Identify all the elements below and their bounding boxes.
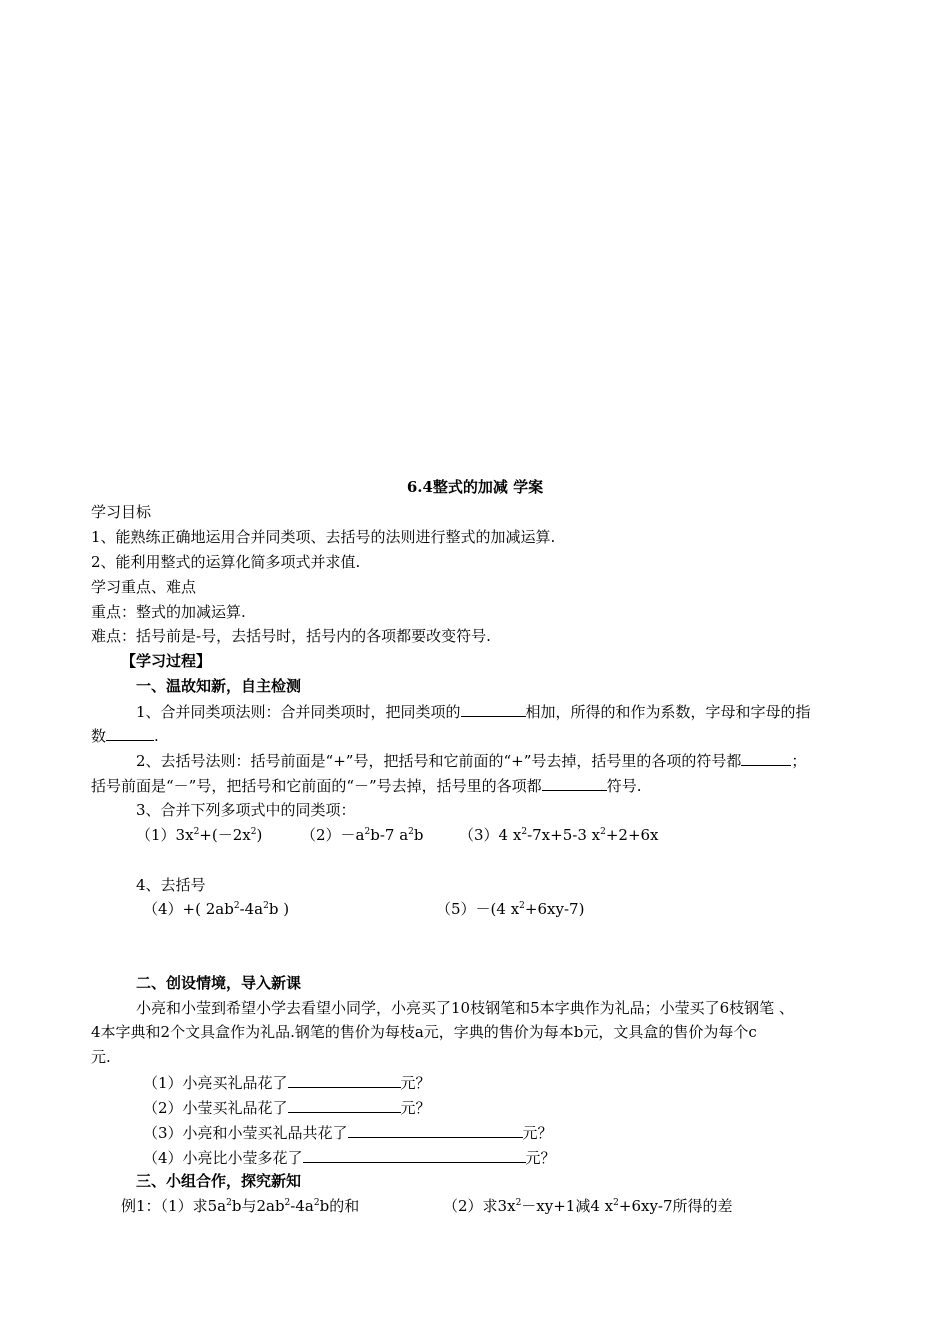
- sub-question-2: [143, 1097, 431, 1118]
- sub-question-3: [143, 1122, 553, 1143]
- fill-blank[interactable]: [461, 701, 526, 717]
- sub-question-4: [143, 1147, 556, 1168]
- example-label: 例1：（1）求: [121, 1197, 208, 1215]
- example-ending: 所得的差: [672, 1197, 733, 1215]
- sub-question-unit: 元？: [400, 1099, 431, 1117]
- question-1-text-c: 数: [91, 727, 107, 745]
- sub-question-text: （3）小亮和小莹买礼品共花了: [143, 1124, 348, 1142]
- question-3: 3、合并下列多项式中的同类项：: [136, 801, 356, 819]
- sub-question-text: （4）小亮比小莹多花了: [143, 1149, 303, 1167]
- key-point: 重点：整式的加减运算.: [91, 603, 246, 621]
- question-1-line-2: [91, 725, 159, 746]
- question-4-expr-4: （4）+( $2ab^2-4a^2b$ ): [143, 900, 290, 918]
- example-1-part-1: 例1：（1）求$5a^2b$与$2ab^2-4a^2b$的和: [121, 1197, 360, 1215]
- fill-blank[interactable]: [303, 1147, 526, 1163]
- fill-blank[interactable]: [106, 725, 154, 741]
- focus-heading: 学习重点、难点: [91, 578, 197, 596]
- story-line-1: 小亮和小莹到希望小学去看望小同学，小亮买了10枝钢笔和5本字典作为礼品；小莹买了6枝钢笔 、: [136, 999, 794, 1017]
- fill-blank[interactable]: [348, 1122, 523, 1138]
- question-4-expr-5: （5）－(4 $x^2+6xy-7$): [436, 900, 585, 918]
- goal-1: 1、能熟练正确地运用合并同类项、去括号的法则进行整式的加减运算.: [91, 528, 556, 546]
- goal-2: 2、能利用整式的运算化简多项式并求值.: [91, 553, 361, 571]
- example-label: （2）求: [443, 1197, 498, 1215]
- question-2-line-1: [136, 750, 806, 771]
- question-4: 4、去括号: [136, 876, 206, 894]
- section-1-heading: 一、温故知新，自主检测: [136, 677, 302, 695]
- question-3-expr-1: $(1)3x^2+(-2x^2)$: [136, 826, 263, 844]
- page-title: 6.4整式的加减 学案: [406, 478, 544, 496]
- section-2-heading: 二、创设情境，导入新课: [136, 974, 302, 992]
- expr-label: （1）: [136, 826, 176, 844]
- question-1-line-1: [136, 701, 811, 722]
- example-connector: 与: [241, 1197, 257, 1215]
- expr-label: （5）: [436, 900, 476, 918]
- fill-blank[interactable]: [288, 1072, 401, 1088]
- difficulty: 难点：括号前是-号，去括号时，括号内的各项都要改变符号.: [91, 627, 491, 645]
- expr-label: （4）: [143, 900, 183, 918]
- question-3-expr-3: （3）4 $x^2-7x+5-3$ $x^2+2+6x$: [459, 826, 659, 844]
- fill-blank[interactable]: [542, 775, 607, 791]
- sub-question-unit: 元？: [522, 1124, 553, 1142]
- section-3-heading: 三、小组合作，探究新知: [136, 1172, 302, 1190]
- sub-question-text: （2）小莹买礼品花了: [143, 1099, 288, 1117]
- fill-blank[interactable]: [741, 750, 791, 766]
- process-heading: 【学习过程】: [121, 652, 212, 670]
- question-2-text-b: ；: [791, 752, 807, 770]
- story-line-3: 元.: [91, 1048, 111, 1066]
- example-ending: 的和: [329, 1197, 360, 1215]
- question-2-text-a: 2、去括号法则：括号前面是“+”号，把括号和它前面的“+”号去掉，括号里的各项的符号都: [136, 752, 742, 770]
- fill-blank[interactable]: [288, 1097, 401, 1113]
- question-2-text-d: 符号.: [606, 777, 642, 795]
- question-3-expr-2: $(2)-a^2b-7$ $a^2b$: [301, 826, 424, 844]
- question-1-text-d: .: [154, 727, 159, 745]
- example-1-part-2: （2）求$3x^2-xy+1$减4 $x^2+6xy-7$所得的差: [443, 1197, 733, 1215]
- question-2-line-2: [91, 775, 641, 796]
- story-line-2: 4本字典和2个文具盒作为礼品.钢笔的售价为每枝a元，字典的售价为每本b元，文具盒的售价为每个c: [91, 1023, 757, 1041]
- question-1-text-a: 1、合并同类项法则：合并同类项时，把同类项的: [136, 703, 461, 721]
- sub-question-1: [143, 1072, 431, 1093]
- sub-question-unit: 元？: [400, 1074, 431, 1092]
- goals-heading: 学习目标: [91, 503, 152, 521]
- sub-question-text: （1）小亮买礼品花了: [143, 1074, 288, 1092]
- question-2-text-c: 括号前面是“－”号，把括号和它前面的“－”号去掉，括号里的各项都: [91, 777, 542, 795]
- expr-label: （3）: [459, 826, 499, 844]
- expr-label: （2）: [301, 826, 341, 844]
- question-1-text-b: 相加，所得的和作为系数，字母和字母的指: [525, 703, 811, 721]
- sub-question-unit: 元？: [525, 1149, 556, 1167]
- example-connector: 减: [575, 1197, 591, 1215]
